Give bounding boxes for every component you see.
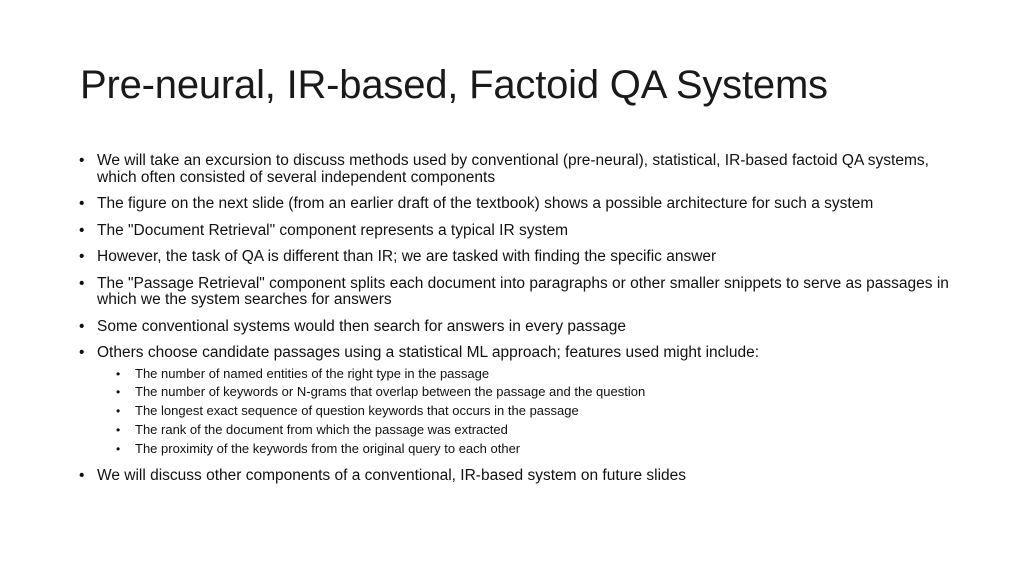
sub-bullet-item: • The number of keywords or N-grams that overlap between the passage and the question: [97, 383, 958, 402]
bullet-list: [78, 153, 958, 495]
sub-bullet-list: [97, 365, 958, 459]
slide-title: Pre-neural, IR-based, Factoid QA Systems: [80, 63, 828, 107]
sub-bullet-item: • The number of named entities of the right type in the passage: [97, 365, 958, 384]
bullet-text: Others choose candidate passages using a statistical ML approach; features used might include:: [97, 344, 760, 361]
bullet-item: • We will discuss other components of a conventional, IR-based system on future slides: [78, 468, 958, 485]
sub-bullet-item: • The longest exact sequence of question keywords that occurs in the passage: [97, 402, 958, 421]
bullet-item: • Some conventional systems would then search for answers in every passage: [78, 319, 958, 336]
bullet-item: • However, the task of QA is different than IR; we are tasked with finding the specific answer: [78, 249, 958, 266]
bullet-item-with-sublist: [78, 345, 958, 458]
sub-bullet-item: • The proximity of the keywords from the original query to each other: [97, 440, 958, 459]
bullet-item: • We will take an excursion to discuss methods used by conventional (pre-neural), statistical, IR-based factoid QA systems, which often consisted of several independent components: [78, 153, 958, 186]
bullet-item: • The "Document Retrieval" component represents a typical IR system: [78, 223, 958, 240]
bullet-item: • The "Passage Retrieval" component splits each document into paragraphs or other smaller snippets to serve as passages in which we the system searches for answers: [78, 276, 958, 309]
bullet-item: • The figure on the next slide (from an earlier draft of the textbook) shows a possible architecture for such a system: [78, 196, 958, 213]
sub-bullet-item: • The rank of the document from which the passage was extracted: [97, 421, 958, 440]
